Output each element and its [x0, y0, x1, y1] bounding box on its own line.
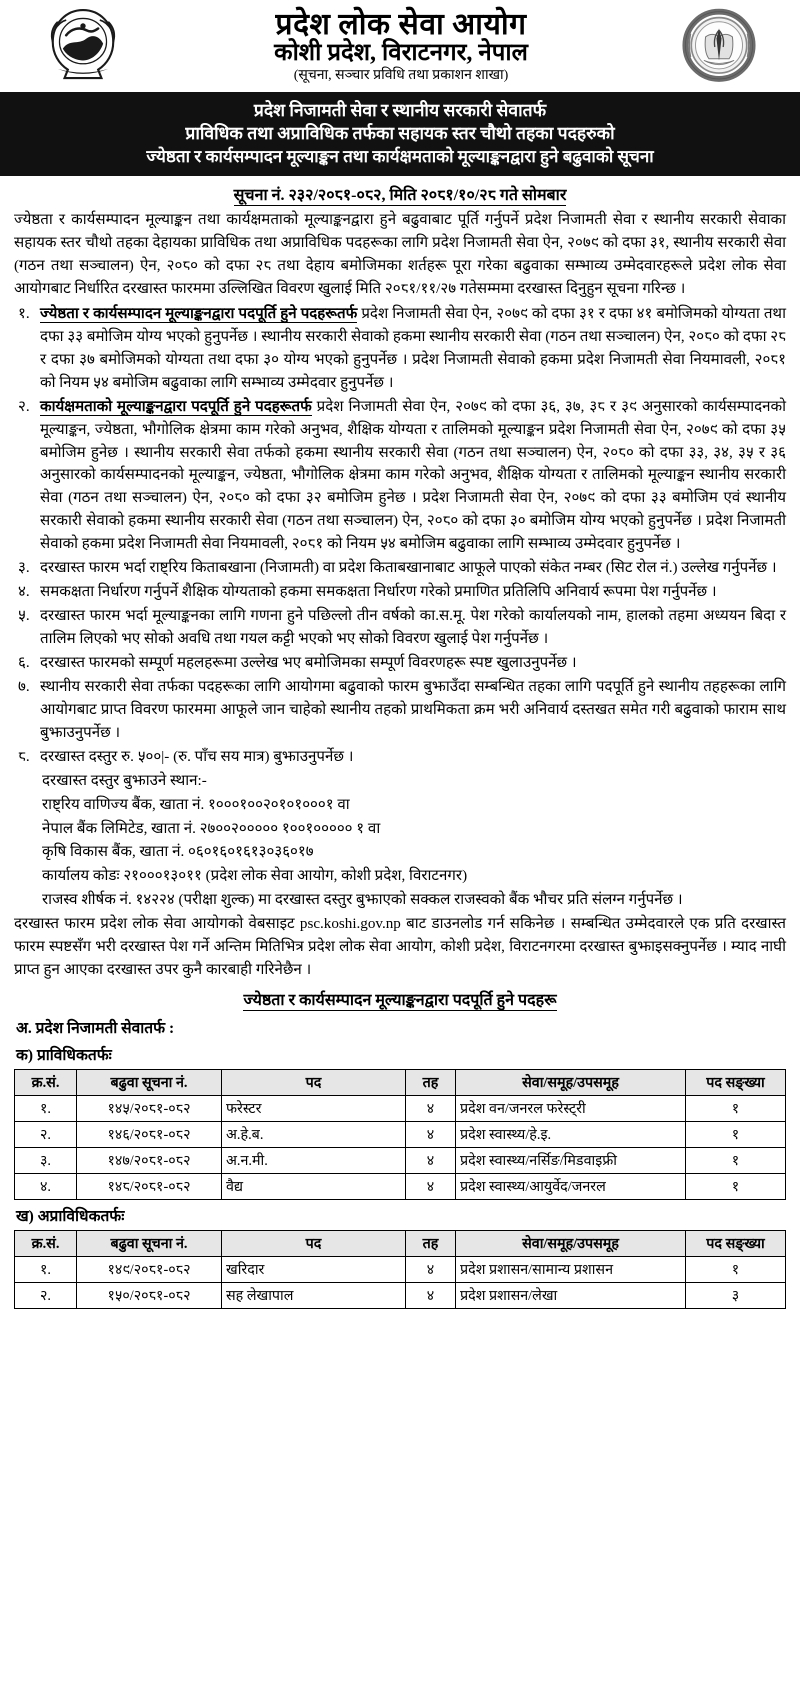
notice-body [0, 183, 800, 1309]
table-row [15, 1257, 786, 1283]
cell-post: अ.न.मी. [222, 1148, 406, 1174]
org-title: प्रदेश लोक सेवा आयोग [275, 7, 527, 41]
list-item-body: दरखास्त फारम भर्दा मूल्याङ्कनका लागि गणना हुने पछिल्लो तीन वर्षको का.स.मू. पेश गरेको कार्यालयको नाम, हालको तहमा अध्ययन बिदा र तालिम लिएको भए सोको अवधि तथा गयल कट्टी भएको भए सोको विवरण खुलाई पेश गर्नुपर्नेछ । [40, 608, 786, 648]
cell-notice: १५०/२०८१-०८२ [77, 1283, 222, 1309]
cell-post: सह लेखापाल [222, 1283, 406, 1309]
col-header-notice: बढुवा सूचना नं. [77, 1231, 222, 1257]
list-item-number: ४. [18, 584, 30, 601]
cell-level: ४ [406, 1096, 456, 1122]
cell-service: प्रदेश प्रशासन/सामान्य प्रशासन [456, 1257, 686, 1283]
table-row [15, 1148, 786, 1174]
table-row [15, 1174, 786, 1200]
org-branch: (सूचना, सञ्चार प्रविधि तथा प्रकाशन शाखा) [293, 67, 509, 83]
posts-section-title [14, 988, 786, 1010]
col-header-post: पद [222, 1070, 406, 1096]
list-item [14, 652, 786, 675]
list-item [14, 605, 786, 651]
conditions-list [14, 303, 786, 769]
cell-level: ४ [406, 1174, 456, 1200]
list-item-lead: ज्येष्ठता र कार्यसम्पादन मूल्याङ्कनद्वारा पदपूर्ति हुने पदहरूतर्फ [40, 305, 358, 322]
cell-count: १ [686, 1096, 786, 1122]
list-item-lead: कार्यक्षमताको मूल्याङ्कनद्वारा पदपूर्ति हुने पदहरूतर्फ [40, 398, 312, 415]
col-header-level: तह [406, 1070, 456, 1096]
list-item-number: ६. [18, 654, 30, 671]
list-item-text: प्रदेश निजामती सेवा ऐन, २०७९ को दफा ३१ र दफा ४१ बमोजिमको योग्यता तथा दफा ३३ बमोजिम योग्य भएको हुनुपर्नेछ । स्थानीय सरकारी सेवाको हकमा स्थानीय सरकारी सेवा (गठन तथा सञ्चालन) ऐन, २०८० को दफा २८ र दफा ३७ बमोजिमको योग्यता तथा दफा ३० योग्य भएको हुनुपर्नेछ । प्रदेश निजामती सेवाको हकमा प्रदेश निजामती सेवा नियमावली, २०८१ को नियम ५४ बमोजिम बढुवाका लागि सम्भाव्य उम्मेदवार हुनुपर्नेछ । [40, 305, 786, 391]
table-header-row [15, 1070, 786, 1096]
list-item-body: समकक्षता निर्धारण गर्नुपर्ने शैक्षिक योग्यताको हकमा समकक्षता निर्धारण गरेको प्रमाणित प्रतिलिपि अनिवार्य रूपमा पेश गर्नुपर्नेछ । [40, 584, 717, 601]
cell-notice: १४९/२०८१-०८२ [77, 1257, 222, 1283]
list-item-number: ७. [18, 678, 30, 695]
page-header [0, 0, 800, 92]
list-item [14, 746, 786, 769]
banner-line-2: प्राविधिक तथा अप्राविधिक तर्फका सहायक स्तर चौथो तहका पदहरुको [185, 123, 615, 144]
cell-post: अ.हे.ब. [222, 1122, 406, 1148]
cell-serial: २. [15, 1122, 77, 1148]
nepal-government-emblem [40, 5, 126, 89]
list-item [14, 303, 786, 395]
cell-service: प्रदेश प्रशासन/लेखा [456, 1283, 686, 1309]
list-item-body: दरखास्त दस्तुर रु. ५००|- (रु. पाँच सय मात्र) बुझाउनुपर्नेछ । [40, 748, 354, 765]
list-item [14, 676, 786, 745]
table-row [15, 1122, 786, 1148]
table-row [15, 1283, 786, 1309]
col-header-serial: क्र.सं. [15, 1231, 77, 1257]
subgroup-technical-title: क) प्राविधिकतर्फः [16, 1047, 112, 1065]
cell-notice: १४६/२०८१-०८२ [77, 1122, 222, 1148]
col-header-serial: क्र.सं. [15, 1070, 77, 1096]
cell-service: प्रदेश वन/जनरल फरेस्ट्री [456, 1096, 686, 1122]
notice-number-text: सूचना नं. २३२/२०८१-०८२, मिति २०८१/१०/२८ गते सोमबार [233, 187, 567, 205]
list-item-body [40, 396, 786, 557]
list-item-number: ३. [18, 560, 30, 577]
list-item-body: स्थानीय सरकारी सेवा तर्फका पदहरूका लागि आयोगमा बढुवाको फारम बुझाउँदा सम्बन्धित तहका लागि पदपूर्ति हुने स्थानीय तहहरूका लागि आयोगबाट प्राप्त विवरण फारममा आफूले जान चाहेको स्थानीय तहको प्राथमिकता क्रम भरी अनिवार्य दस्तखत समेत गरी बढुवाको फाराम साथ बुझाउनुपर्नेछ । [40, 678, 786, 741]
list-item-text: प्रदेश निजामती सेवा ऐन, २०७९ को दफा ३६, ३७, ३८ र ३९ अनुसारको कार्यसम्पादनको मूल्याङ्कन, ज्येष्ठता, भौगोलिक क्षेत्रमा काम गरेको अनुभव, शैक्षिक योग्यता र तालिमको मूल्याङ्कन प्रदेश निजामती सेवा ऐन, २०७९ को दफा ३५ बमोजिम हुनेछ । स्थानीय सरकारी सेवा तर्फको हकमा स्थानीय सरकारी सेवा (गठन तथा सञ्चालन) ऐन, २०८० को दफा ३३, ३४, ३५ र ३६ अनुसारको कार्यसम्पादनको मूल्याङ्कन, ज्येष्ठता, भौगोलिक क्षेत्रमा काम गरेको अनुभव, शैक्षिक योग्यता र तालिमको मूल्याङ्कन स्थानीय सरकारी सेवा (गठन तथा सञ्चालन) ऐन, २०८० को दफा ३२ बमोजिम हुनेछ । प्रदेश निजामती सेवा ऐन, २०७९ को दफा ३३ बमोजिम एवं स्थानीय सरकारी सेवाको हकमा स्थानीय सरकारी सेवा (गठन तथा सञ्चालन) ऐन, २०८० को दफा ३० बमोजिम योग्य भएको हुनुपर्नेछ । प्रदेश निजामती सेवाको हकमा प्रदेश निजामती सेवा नियमावली, २०८१ को नियम ५४ बमोजिम बढुवाका लागि सम्भाव्य उम्मेदवार हुनुपर्नेछ । [40, 398, 786, 553]
bank-line: राष्ट्रिय वाणिज्य बैंक, खाता नं. १०००१००२०१०१०००१ वा [42, 796, 350, 813]
banner-line-1: प्रदेश निजामती सेवा र स्थानीय सरकारी सेवातर्फ [253, 100, 547, 120]
list-item-body: दरखास्त फारमको सम्पूर्ण महलहरूमा उल्लेख भए बमोजिमका सम्पूर्ण विवरणहरू स्पष्ट खुलाउनुपर्नेछ । [40, 654, 577, 671]
cell-post: वैद्य [222, 1174, 406, 1200]
bank-heading: दरखास्त दस्तुर बुझाउने स्थान:- [42, 772, 207, 789]
bank-payment-block [42, 770, 786, 913]
col-header-notice: बढुवा सूचना नं. [77, 1070, 222, 1096]
banner-line-3: ज्येष्ठता र कार्यसम्पादन मूल्याङ्कन तथा कार्यक्षमताको मूल्याङ्कनद्वारा हुने बढुवाको सूचना [146, 146, 654, 166]
cell-notice: १४८/२०८१-०८२ [77, 1174, 222, 1200]
cell-service: प्रदेश स्वास्थ्य/हे.इ. [456, 1122, 686, 1148]
title-banner [0, 92, 800, 176]
cell-level: ४ [406, 1148, 456, 1174]
cell-count: १ [686, 1148, 786, 1174]
list-item-body [40, 303, 786, 395]
col-header-count: पद सङ्ख्या [686, 1231, 786, 1257]
list-item-number: २. [18, 398, 30, 415]
cell-post: खरिदार [222, 1257, 406, 1283]
bank-line: कृषि विकास बैंक, खाता नं. ०६०१६०१६१३०३६०१७ [42, 844, 314, 861]
col-header-post: पद [222, 1231, 406, 1257]
cell-level: ४ [406, 1283, 456, 1309]
org-subtitle: कोशी प्रदेश, विराटनगर, नेपाल [274, 39, 528, 66]
cell-serial: १. [15, 1096, 77, 1122]
nontechnical-posts-table [14, 1230, 786, 1309]
cell-serial: १. [15, 1257, 77, 1283]
col-header-service: सेवा/समूह/उपसमूह [456, 1070, 686, 1096]
cell-notice: १४७/२०८१-०८२ [77, 1148, 222, 1174]
table-header-row [15, 1231, 786, 1257]
cell-notice: १४५/२०८१-०८२ [77, 1096, 222, 1122]
notice-number-line [14, 183, 786, 205]
list-item-number: १. [18, 305, 30, 322]
cell-level: ४ [406, 1257, 456, 1283]
group-a-title: अ. प्रदेश निजामती सेवातर्फ : [16, 1020, 175, 1038]
cell-service: प्रदेश स्वास्थ्य/नर्सिङ/मिडवाइफ्री [456, 1148, 686, 1174]
intro-paragraph: ज्येष्ठता र कार्यसम्पादन मूल्याङ्कन तथा कार्यक्षमताको मूल्याङ्कनद्वारा हुने बढुवाबाट पूर्ति गर्नुपर्ने प्रदेश निजामती सेवा र स्थानीय सरकारी सेवाका सहायक स्तर चौथो तहका देहायका प्राविधिक तथा अप्राविधिक पदहरूका लागि प्रदेश निजामती सेवा ऐन, २०७९ को दफा ३१, स्थानीय सरकारी सेवा (गठन तथा सञ्चालन) ऐन, २०८० को दफा २८ तथा देहाय बमोजिमका शर्तहरू पूरा गरेका बढुवाका सम्भाव्य उम्मेदवारहरूले प्रदेश लोक सेवा आयोगबाट निर्धारित दरखास्त फारममा उल्लिखित विवरण खुलाई मिति २०८१/११/२७ गतेसम्ममा दरखास्त दिनुहुन सूचना गरिन्छ । [14, 212, 786, 297]
cell-count: १ [686, 1122, 786, 1148]
posts-section-title-text: ज्येष्ठता र कार्यसम्पादन मूल्याङ्कनद्वारा पदपूर्ति हुने पदहरू [243, 992, 557, 1010]
subgroup-nontechnical-title: ख) अप्राविधिकतर्फः [16, 1208, 125, 1226]
cell-serial: ३. [15, 1148, 77, 1174]
download-note: दरखास्त फारम प्रदेश लोक सेवा आयोगको वेबसाइट psc.koshi.gov.np बाट डाउनलोड गर्न सकिनेछ । सम्बन्धित उम्मेदवारले एक प्रति दरखास्त फारम स्पष्टसँग भरी दरखास्त पेश गर्ने अन्तिम मितिभित्र प्रदेश लोक सेवा आयोग, कोशी प्रदेश, विराटनगरमा दरखास्त बुझाइसक्नुपर्नेछ । म्याद नाघी प्राप्त हुन आएका दरखास्त उपर कुनै कारबाही गरिनेछैन । [14, 916, 786, 979]
cell-serial: २. [15, 1283, 77, 1309]
list-item-number: ५. [18, 608, 30, 625]
technical-posts-table [14, 1069, 786, 1200]
list-item [14, 396, 786, 557]
cell-count: १ [686, 1257, 786, 1283]
cell-service: प्रदेश स्वास्थ्य/आयुर्वेद/जनरल [456, 1174, 686, 1200]
cell-count: ३ [686, 1283, 786, 1309]
col-header-count: पद सङ्ख्या [686, 1070, 786, 1096]
col-header-level: तह [406, 1231, 456, 1257]
list-item [14, 557, 786, 580]
bank-line: कार्यालय कोडः २१०००१३०११ (प्रदेश लोक सेवा आयोग, कोशी प्रदेश, विराटनगर) [42, 868, 468, 885]
cell-serial: ४. [15, 1174, 77, 1200]
list-item [14, 581, 786, 604]
psc-koshi-emblem [676, 5, 762, 89]
col-header-service: सेवा/समूह/उपसमूह [456, 1231, 686, 1257]
table-row [15, 1096, 786, 1122]
org-heading-block [126, 9, 676, 86]
list-item-number: ८. [18, 748, 30, 765]
cell-count: १ [686, 1174, 786, 1200]
revenue-note: राजस्व शीर्षक नं. १४२२४ (परीक्षा शुल्क) मा दरखास्त दस्तुर बुझाएको सक्कल राजस्वको बैंक भौचर प्रति संलग्न गर्नुपर्नेछ । [42, 892, 683, 909]
bank-line: नेपाल बैंक लिमिटेड, खाता नं. २७००२००००० १००१००००० १ वा [42, 820, 381, 837]
list-item-body: दरखास्त फारम भर्दा राष्ट्रिय किताबखाना (निजामती) वा प्रदेश किताबखानाबाट आफूले पाएको संकेत नम्बर (सिट रोल नं.) उल्लेख गर्नुपर्नेछ । [40, 560, 777, 577]
cell-level: ४ [406, 1122, 456, 1148]
cell-post: फरेस्टर [222, 1096, 406, 1122]
